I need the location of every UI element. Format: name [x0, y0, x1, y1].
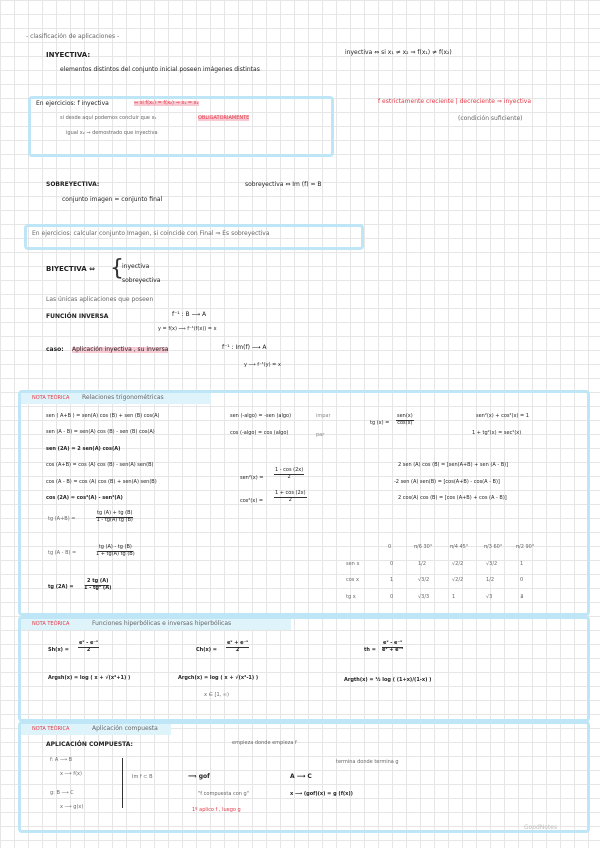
product-to-sum-2: -2 sen (A) sen(B) = [cos(A+B) - cos(A - B)] — [394, 479, 500, 485]
injective-exercises-conclusion: igual x₂ ⇒ demostrado que inyectiva — [66, 130, 158, 136]
trig-note-label: NOTA TEÓRICA — [32, 395, 70, 401]
sin-squared-lhs: sen²(x) = — [240, 475, 264, 481]
tg-sum-lhs: tg (A+B) = — [48, 516, 76, 522]
composition-gof: ⟹ gof — [188, 773, 210, 780]
table-header-cell: π/3 60° — [484, 544, 503, 550]
sin-sum-formula: sen ( A+B ) = sen(A) cos (B) + sen (B) cos(A) — [46, 413, 160, 419]
composition-heading: APLICACIÓN COMPUESTA: — [46, 741, 133, 748]
sin-squared-denominator: 2 — [287, 473, 291, 480]
cos-squared-numerator: 1 + cos (2x) — [275, 490, 306, 496]
sh-denominator: 2 — [86, 646, 91, 653]
tg-double-denominator: 1 - tg² (A) — [84, 584, 112, 591]
tg-sum-numerator: tg (A) + tg (B) — [97, 510, 133, 516]
trig-note-title: Relaciones trigonométricas — [82, 394, 164, 401]
tg-double-fraction — [84, 579, 111, 592]
ch-lhs: Ch(x) = — [196, 647, 217, 653]
tg-sum-fraction — [96, 511, 133, 524]
composition-f-def: f: A ⟶ B — [50, 757, 73, 763]
sh-lhs: Sh(x) = — [48, 647, 69, 653]
ch-fraction — [226, 641, 249, 654]
cos-squared-denominator: 2 — [288, 496, 292, 503]
ch-numerator: eˣ + e⁻ˣ — [227, 640, 249, 646]
composition-map: A ⟶ C — [290, 773, 312, 780]
sh-fraction — [78, 641, 99, 654]
tg-sum-denominator: 1 - tg(A) tg (B) — [96, 516, 133, 523]
bijective-item-surjective: sobreyectiva — [122, 277, 161, 284]
composition-bracket — [122, 758, 123, 808]
inverse-case-definition: f⁻¹ : Im(f) ⟶ A — [222, 344, 267, 351]
table-cell: 1 — [452, 594, 456, 600]
tan-numerator: sen(x) — [397, 413, 413, 419]
hyperbolic-note-box — [18, 616, 590, 722]
table-header-cell: π/6 30° — [414, 544, 433, 550]
bijective-title: BIYECTIVA ⇔ — [46, 265, 95, 273]
cos-sum-formula: cos (A+B) = cos (A) cos (B) - sen(A) sen(B) — [46, 462, 154, 468]
argth-formula: Argth(x) = ½ log ( (1+x)/(1-x) ) — [344, 677, 432, 683]
injective-title: INYECTIVA: — [46, 51, 91, 59]
pythagorean-identity: sen²(x) + cos²(x) = 1 — [476, 413, 529, 419]
composition-start-note: empieza donde empieza f — [232, 740, 297, 746]
injective-exercises-formula: ⇔ si f(x₁) = f(x₂) ⇒ x₁ = x₂ — [134, 100, 199, 106]
table-row-label: cos x — [346, 577, 359, 583]
th-denominator: eˣ + e⁻ˣ — [382, 646, 404, 653]
composition-f-rule: x ⟶ f(x) — [60, 771, 82, 777]
surjective-title: SOBREYECTIVA: — [46, 181, 100, 188]
table-row-label: tg x — [346, 594, 356, 600]
cos-parity-note: par — [316, 432, 325, 438]
table-cell: 1 — [390, 577, 394, 583]
table-cell: √2/2 — [452, 577, 464, 583]
sh-numerator: eˣ - e⁻ˣ — [79, 640, 99, 646]
inverse-function-definition: f⁻¹ : B ⟶ A — [172, 311, 207, 318]
table-header-cell: π/2 90° — [516, 544, 535, 550]
cos-squared-lhs: cos²(x) = — [240, 498, 264, 504]
composition-condition: Im f ⊂ B — [132, 774, 153, 780]
sin-squared-numerator: 1 - cos (2x) — [275, 467, 304, 473]
composition-map-rule: x ⟶ (gof)(x) = g (f(x)) — [290, 791, 353, 797]
surjective-exercises: En ejercicios: calcular conjunto Imagen, si coincide con Final ⇒ Es sobreyectiva — [32, 230, 270, 237]
product-to-sum-3: 2 cos(A) cos (B) = [cos (A+B) + cos (A - B)] — [398, 495, 507, 501]
inverse-function-title: FUNCIÓN INVERSA — [46, 313, 109, 320]
injective-formula: inyectiva ⇔ si x₁ ≠ x₂ ⇒ f(x₁) ≠ f(x₂) — [345, 49, 452, 56]
sin-parity-note: impar — [316, 413, 331, 419]
table-cell: 0 — [390, 561, 394, 567]
tg-diff-fraction — [96, 545, 135, 558]
sin-parity: sen (-algo) = -sen (algo) — [230, 413, 292, 419]
bijective-note: Las únicas aplicaciones que poseen — [46, 296, 154, 303]
bijective-item-injective: inyectiva — [122, 263, 150, 270]
composition-g-rule: x ⟶ g(x) — [60, 804, 84, 810]
surjective-definition: conjunto imagen = conjunto final — [62, 196, 163, 203]
argch-domain: x ∈ [1, ∞) — [204, 692, 229, 698]
injective-exercises-note: si desde aquí podemos concluir que x₁ — [60, 115, 157, 121]
obligatorily-highlight: OBLIGATORIAMENTE — [198, 115, 250, 121]
composition-g-def: g: B ⟶ C — [50, 790, 74, 796]
table-header-cell: 0 — [388, 544, 392, 550]
composition-end-note: termina donde termina g — [336, 759, 399, 765]
table-cell: 1 — [520, 561, 524, 567]
table-cell: √2/2 — [452, 561, 464, 567]
composition-read-as: "f compuesta con g" — [198, 791, 250, 797]
tg-diff-lhs: tg (A - B) = — [48, 550, 77, 556]
composition-order-note: 1º aplico f , luego g — [192, 807, 241, 813]
inverse-case-label: caso: — [46, 346, 64, 353]
cos-double-formula: cos (2A) = cos²(A) - sen²(A) — [46, 495, 123, 501]
tan-denominator: cos(x) — [397, 419, 413, 426]
table-cell: √3/2 — [486, 561, 498, 567]
hyperbolic-note-label: NOTA TEÓRICA — [32, 621, 70, 627]
surjective-exercises-box — [24, 224, 364, 250]
table-cell: √3 — [486, 594, 493, 600]
bijective-brace: { — [110, 256, 124, 281]
tan-definition-fraction — [396, 414, 414, 427]
injective-exercises-intro: En ejercicios: f inyectiva — [36, 100, 109, 107]
ch-denominator: 2 — [235, 646, 240, 653]
tg-diff-numerator: tg (A) - tg (B) — [98, 544, 132, 550]
table-row-label: sen x — [346, 561, 360, 567]
injective-definition: elementos distintos del conjunto inicial poseen imágenes distintas — [60, 66, 260, 73]
cos-parity: cos (-algo) = cos (algo) — [230, 430, 289, 436]
table-cell: ∄ — [520, 594, 524, 600]
table-cell: 1/2 — [418, 561, 427, 567]
th-lhs: th = — [364, 647, 376, 653]
argsh-formula: Argsh(x) = log ( x + √(x²+1) ) — [48, 675, 131, 681]
hyperbolic-note-title: Funciones hiperbólicas e inversas hiperbólicas — [92, 620, 232, 627]
goodnotes-watermark: GoodNotes — [524, 824, 558, 831]
surjective-formula: sobreyectiva ⇔ Im (f) = B — [245, 181, 322, 188]
monotonic-condition: f estrictamente creciente | decreciente ⇒ inyectiva — [378, 98, 532, 105]
th-fraction — [382, 641, 403, 654]
cos-diff-formula: cos (A - B) = cos (A) cos (B) + sen(A) sen(B) — [46, 479, 157, 485]
table-cell: 0 — [520, 577, 524, 583]
table-header-cell: π/4 45° — [450, 544, 469, 550]
inverse-case-rule: y ⟶ f⁻¹(y) = x — [244, 362, 281, 368]
sufficient-condition: (condición suficiente) — [458, 115, 523, 122]
table-cell: 1/2 — [486, 577, 495, 583]
product-to-sum-1: 2 sen (A) cos (B) = [sen(A+B) + sen (A - B)] — [398, 462, 509, 468]
tg-diff-denominator: 1 + tg(A) tg (B) — [96, 550, 135, 557]
page-title: - clasificación de aplicaciones - — [26, 33, 120, 40]
inverse-case-text: Aplicación inyectiva , su inversa — [72, 346, 169, 353]
inverse-function-rule: y = f(x) ⟹ f⁻¹(f(x)) = x — [158, 326, 217, 332]
composition-note-title: Aplicación compuesta — [92, 725, 158, 732]
sin-diff-formula: sen (A - B) = sen(A) cos (B) - sen (B) cos(A) — [46, 429, 155, 435]
table-cell: √3/2 — [418, 577, 430, 583]
tangent-secant-identity: 1 + tg²(x) = sec²(x) — [472, 430, 522, 436]
tg-double-numerator: 2 tg (A) — [87, 578, 109, 584]
th-numerator: eˣ - e⁻ˣ — [383, 640, 403, 646]
sin-squared-fraction — [274, 468, 304, 481]
cos-squared-fraction — [274, 491, 307, 504]
sin-double-formula: sen (2A) = 2 sen(A) cos(A) — [46, 446, 121, 452]
table-cell: √3/3 — [418, 594, 430, 600]
tan-definition-lhs: tg (x) = — [370, 420, 390, 426]
argch-formula: Argch(x) = log ( x + √(x²-1) ) — [178, 675, 259, 681]
tg-double-lhs: tg (2A) = — [48, 584, 74, 590]
table-cell: 0 — [390, 594, 394, 600]
composition-note-label: NOTA TEÓRICA — [32, 726, 70, 732]
